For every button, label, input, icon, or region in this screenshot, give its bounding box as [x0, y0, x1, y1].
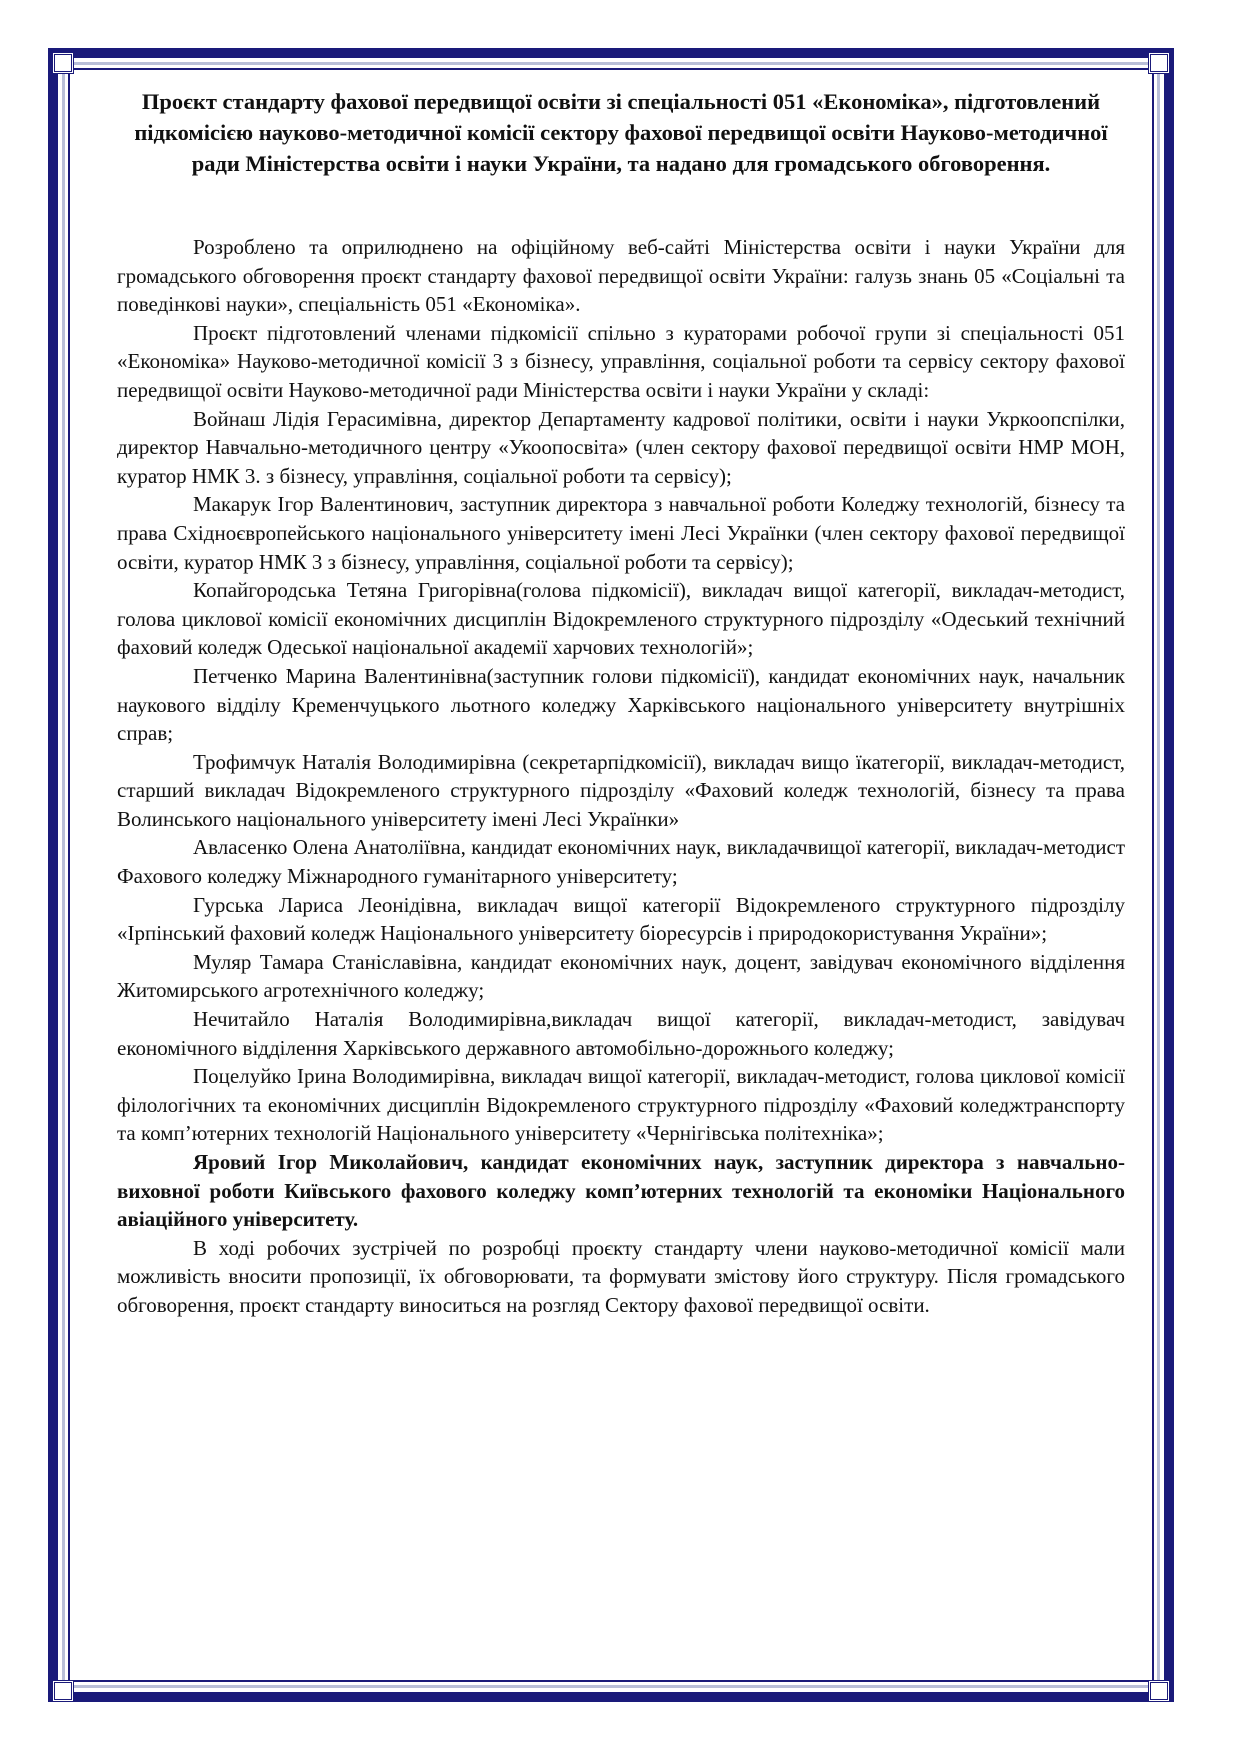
member-entry: Гурська Лариса Леонідівна, викладач вищої категорії Відокремленого структурного підрозділу «Ірпінський фаховий коледж Національного університету біоресурсів і природокористування України»;	[117, 892, 1125, 946]
member-entry: Войнаш Лідія Герасимівна, директор Департаменту кадрової політики, освіти і науки Укркоопспілки, директор Навчально-методичного центру «Укоопосвіта» (член сектору фахової передвищої освіти НМР МОН, куратор НМК 3. з бізнесу, управління, соціальної роботи та сервісу);	[117, 406, 1125, 488]
member-entry: Копайгородська Тетяна Григорівна(голова підкомісії), викладач вищої категорії, викладач-методист, голова циклової комісії економічних дисциплін Відокремленого структурного підрозділу «Одеський технічний фаховий коледж Одеської національної академії харчових технологій»;	[117, 578, 1125, 660]
member-entry: Поцелуйко Ірина Володимирівна, викладач вищої категорії, викладач-методист, голова циклової комісії філологічних та економічних дисциплін Відокремленого структурного підрозділу «Фаховий коледжтранспорту та комп’ютерних технологій Національного університету «Чернігівська політехніка»;	[117, 1064, 1125, 1146]
border-corner-ornament	[52, 52, 74, 74]
member-entry: Петченко Марина Валентинівна(заступник голови підкомісії), кандидат економічних наук, начальник наукового відділу Кременчуцького льотного коледжу Харківського національного університету внутрішніх справ;	[117, 663, 1125, 746]
border-corner-ornament	[52, 1680, 74, 1702]
member-entry: Нечитайло Наталія Володимирівна,викладач вищої категорії, викладач-методист, завідувач економічного відділення Харківського державного автомобільно-дорожнього коледжу;	[117, 1007, 1125, 1060]
paragraph-intro: Розроблено та оприлюднено на офіційному веб-сайті Міністерства освіти і науки України для громадського обговорення проєкт стандарту фахової передвищої освіти України: галузь знань 05 «Соціальні та поведінкові науки», спеціальність 051 «Економіка».	[117, 235, 1125, 317]
document-title: Проєкт стандарту фахової передвищої освіти зі спеціальності 051 «Економіка», підготовлений підкомісією науково-методичної комісії сектору фахової передвищої освіти Науково-методичної ради Міністерства освіти і науки України, та надано для громадського обговорення.	[134, 89, 1108, 176]
member-entry: Муляр Тамара Станіславівна, кандидат економічних наук, доцент, завідувач економічного відділення Житомирського агротехнічного коледжу;	[117, 949, 1125, 1003]
member-entry: Трофимчук Наталія Володимирівна (секретарпідкомісії), викладач вищо їкатегорії, викладач-методист, старший викладач Відокремленого структурного підрозділу «Фаховий коледж технологій, бізнесу та права Волинського національного університету імені Лесі Українки»	[117, 749, 1125, 831]
member-entry: Авласенко Олена Анатоліївна, кандидат економічних наук, викладачвищої категорії, викладач-методист Фахового коледжу Міжнародного гуманітарного університету;	[117, 835, 1125, 889]
border-corner-ornament	[1148, 1680, 1170, 1702]
document-body	[117, 233, 1125, 1320]
member-entry: Макарук Ігор Валентинович, заступник директора з навчальної роботи Коледжу технологій, бізнесу та права Східноєвропейського національного університету імені Лесі Українки (член сектору фахової передвищої освіти, куратор НМК 3 з бізнесу, управління, соціальної роботи та сервісу);	[117, 492, 1125, 574]
paragraph-composition: Проєкт підготовлений членами підкомісії спільно з кураторами робочої групи зі спеціальності 051 «Економіка» Науково-методичної комісії 3 з бізнесу, управління, соціальної роботи та сервісу сектору фахової передвищої освіти Науково-методичної ради Міністерства освіти і науки України у складі:	[117, 320, 1125, 402]
border-corner-ornament	[1148, 52, 1170, 74]
member-entry-highlighted: Яровий Ігор Миколайович, кандидат економічних наук, заступник директора з навчально-виховної роботи Київського фахового коледжу комп’ютерних технологій та економіки Національного авіаційного університету.	[117, 1150, 1125, 1232]
document-content	[117, 86, 1125, 1320]
paragraph-conclusion: В ході робочих зустрічей по розробці проєкту стандарту члени науково-методичної комісії мали можливість вносити пропозиції, їх обговорювати, та формувати змістову його структуру. Після громадського обговорення, проєкт стандарту виноситься на розгляд Сектору фахової передвищої освіти.	[117, 1235, 1125, 1317]
